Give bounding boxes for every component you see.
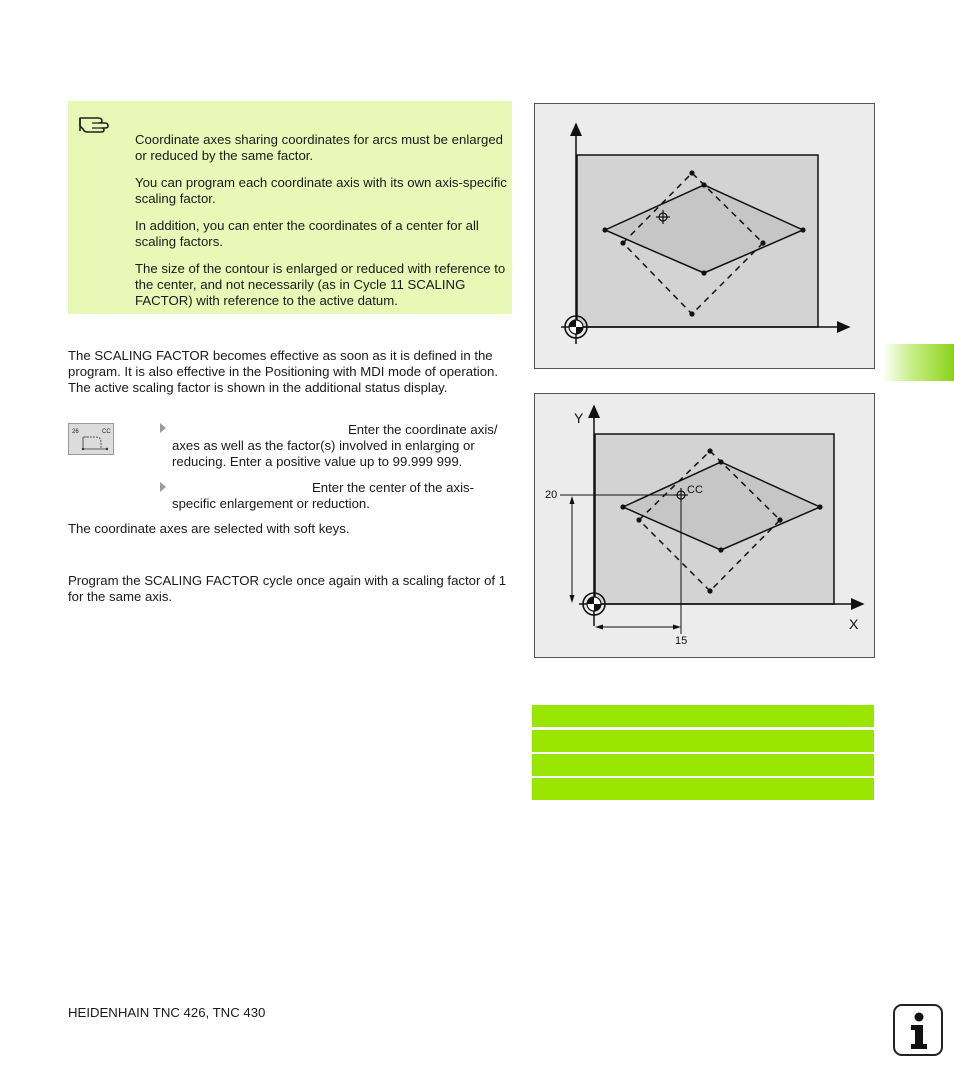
dimension-label-x: 15 <box>675 635 688 647</box>
note-paragraph: In addition, you can enter the coordinates of a center for all scaling factors. <box>135 218 479 249</box>
note-paragraph: The size of the contour is enlarged or reduced with reference to the center, and not necessarily (as in Cycle 11 SCALING FACTOR) with reference to the active datum. <box>135 261 506 308</box>
chapter-tab[interactable] <box>882 344 954 381</box>
reset-paragraph: Program the SCALING FACTOR cycle once again with a scaling factor of 1 for the same axis. <box>68 573 507 604</box>
x-axis-label: X <box>849 616 859 632</box>
note-box <box>68 101 512 314</box>
y-axis-label: Y <box>574 410 584 426</box>
step-2-description: Enter the center of the axis-specific enlargement or reduction. <box>172 480 474 511</box>
step-1-text <box>172 422 517 470</box>
note-paragraph: You can program each coordinate axis with its own axis-specific scaling factor. <box>135 175 507 206</box>
cycle-26-softkey-icon <box>68 423 114 455</box>
softkey-label-left: 26 <box>72 429 79 435</box>
table-row-bar <box>532 705 874 727</box>
note-paragraph: Coordinate axes sharing coordinates for arcs must be enlarged or reduced by the same factor. <box>135 132 503 163</box>
figure-scaling-dimensioned <box>534 393 875 658</box>
center-label: CC <box>687 484 703 496</box>
table-row-bar <box>532 778 874 800</box>
step-1-description: Enter the coordinate axis/ axes as well as the factor(s) involved in enlarging or reducing. Enter a positive value up to 99.999 999. <box>172 422 498 469</box>
table-row-bar <box>532 754 874 776</box>
softkeys-paragraph: The coordinate axes are selected with soft keys. <box>68 521 350 536</box>
step-2-text <box>172 480 517 512</box>
figure-scaling-unlabeled <box>534 103 875 369</box>
note-text <box>135 132 507 320</box>
footer-text: HEIDENHAIN TNC 426, TNC 430 <box>68 1005 266 1020</box>
dimension-label-y: 20 <box>545 489 558 501</box>
table-row-bar <box>532 730 874 752</box>
info-icon[interactable] <box>893 1004 943 1056</box>
step-arrow-icon <box>160 423 166 433</box>
effect-paragraph: The SCALING FACTOR becomes effective as soon as it is defined in the program. It is also effective in the Positioning with MDI mode of operation. The active scaling factor is shown in the additional status display. <box>68 348 499 395</box>
pointing-hand-icon <box>78 109 112 135</box>
step-arrow-icon <box>160 482 166 492</box>
softkey-label-right: CC <box>102 429 111 435</box>
